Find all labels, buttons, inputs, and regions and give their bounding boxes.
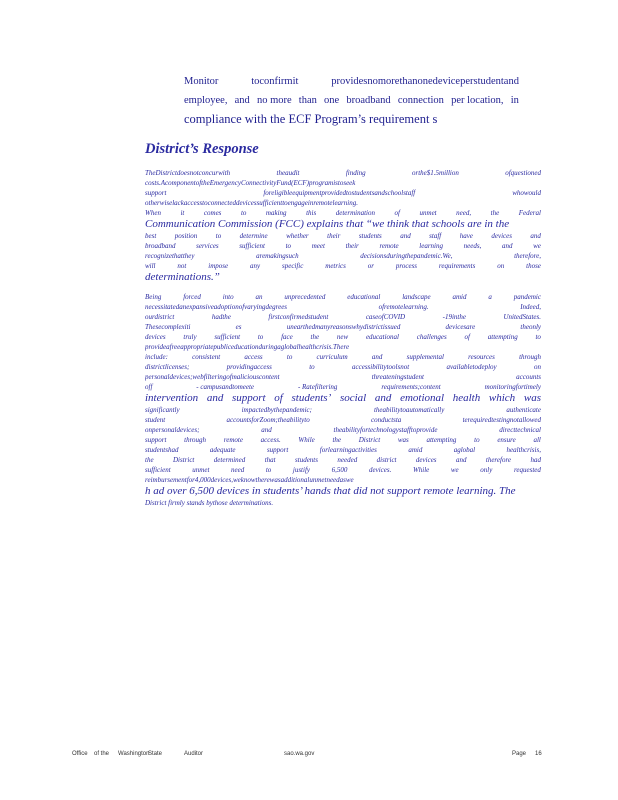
response-line: significantly impactedbythepandemic; theabilitytoautomatically authenticate [145, 406, 541, 414]
response-line: District firmly stands bythose determinations. [145, 499, 274, 507]
response-line: Thesecomplexiti es unearthedmanyreasonswhydistrictissued devicesare theonly [145, 323, 541, 331]
bullet-line-1: Monitor toconfirmit providesnomorethanonedeviceperstudentand [184, 76, 519, 87]
response-line: support foreligibleequipmentprovidedtostudentsandschoolstaff whowould [145, 189, 541, 197]
footer-page-label: Page [512, 751, 527, 757]
response-line: include: consistent access to curriculum and supplemental resources through [145, 353, 541, 361]
footer-auditor: Auditor [184, 751, 204, 757]
footer-of-the: of the [94, 751, 110, 757]
response-line: intervention and support of students’ social and emotional health which was [145, 392, 541, 404]
response-line: ourdistrict hadthe firstconfirmedstudent caseofCOVID -19inthe UnitedStates. [145, 313, 541, 321]
response-line: sufficient unmet need to justify 6,500 devices. While we only requested [145, 466, 541, 474]
footer-office: Office [72, 751, 88, 757]
response-line: recognizethatthey aremakingsuch decisionsduringthepandemic.We, therefore, [145, 252, 541, 260]
response-line: student accountsforZoom;theabilityto conductsta terequiredtestingnotallowed [145, 416, 541, 424]
response-line: off - campusandtomeete - Ratefiltering requirements;content monitoringfortimely [145, 383, 541, 391]
footer-state: State [148, 751, 163, 757]
bullet-line-3: compliance with the ECF Program’s requirement s [184, 112, 438, 126]
response-line: devices truly sufficient to face the new educational challenges of attempting to [145, 333, 541, 341]
page-footer [72, 751, 542, 763]
section-heading: District’s Response [145, 141, 259, 157]
response-line: TheDistrictdoesnotconcurwith theaudit finding orthe$1.5million ofquestioned [145, 169, 541, 177]
response-body [145, 168, 541, 508]
response-line: determinations.” [145, 271, 220, 283]
bullet-line-2: employee, and no more than one broadband connection per location, in [184, 95, 519, 106]
response-line: necessitatedanexpansiveadoptionofvaryingdegrees ofremotelearning. Indeed, [145, 303, 541, 311]
response-line: districtlicenses; providingaccess to accessibilitytoolsnot availabletodeploy on [145, 363, 541, 371]
response-line: support through remote access. While the District was attempting to ensure all [145, 436, 541, 444]
response-line: h ad over 6,500 devices in students’ hands that did not support remote learning. The [145, 485, 516, 497]
response-line: provideafreeappropriatepubliceducationduringaglobalhealthcrisis.There [145, 343, 350, 351]
response-line: reimbursementfor4,000devices,weknowtherewasadditionalunmetneedaswe [145, 476, 354, 484]
paragraph-gap [145, 284, 541, 292]
response-line: the District determined that students needed district devices and therefore had [145, 456, 541, 464]
response-line: costs.AcomponentoftheEmergencyConnectivityFund(ECF)programistoseek [145, 179, 356, 187]
response-line: will not impose any specific metrics or process requirements on those [145, 262, 541, 270]
response-line: best position to determine whether their students and staff have devices and [145, 232, 541, 240]
footer-washington: Washington [118, 751, 150, 757]
footer-website: sao.wa.gov [284, 751, 315, 757]
response-line: studentshad adequate support forlearningactivities amid aglobal healthcrisis, [145, 446, 541, 454]
response-line: When it comes to making this determination of unmet need, the Federal [145, 209, 541, 217]
recommendation-bullet [169, 72, 519, 129]
footer-page-number: 16 [535, 751, 542, 757]
response-line: otherwiselackaccesstoconnecteddevicessufficienttoengageinremotelearning. [145, 199, 358, 207]
response-line: Being forced into an unprecedented educational landscape amid a pandemic [145, 293, 541, 301]
response-line: broadband services sufficient to meet their remote learning needs, and we [145, 242, 541, 250]
response-line: Communication Commission (FCC) explains that “we think that schools are in the [145, 218, 510, 230]
response-line: onpersonaldevices; and theabilityfortechnologystafftoprovide directtechnical [145, 426, 541, 434]
response-line: personaldevices;webfilteringofmaliciouscontent threateningstudent accounts [145, 373, 541, 381]
